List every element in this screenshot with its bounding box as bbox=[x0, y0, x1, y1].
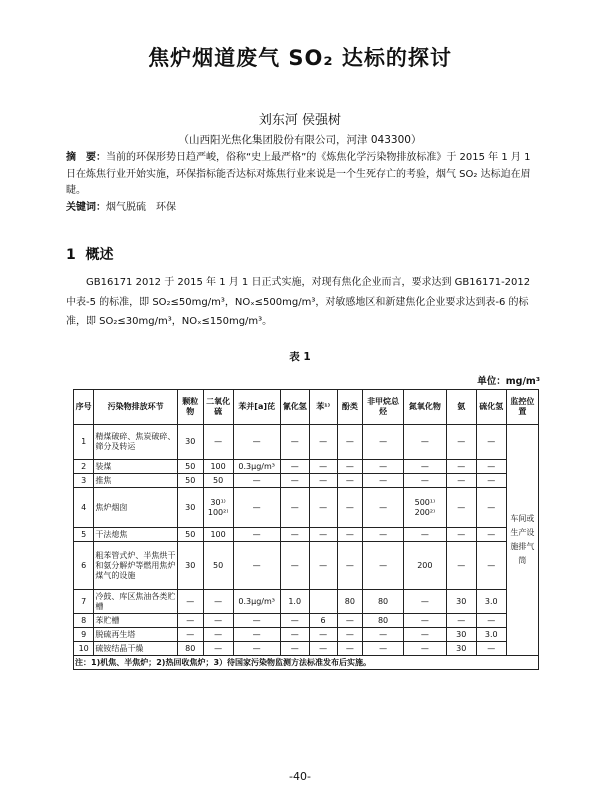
table-cell: — bbox=[337, 460, 363, 474]
table-note: 注：1)机焦、半焦炉；2)热回收焦炉；3）待国家污染物监测方法标准发布后实施。 bbox=[74, 656, 539, 670]
table-cell: 30 bbox=[177, 425, 203, 460]
table-cell: — bbox=[403, 528, 446, 542]
table-row bbox=[74, 542, 539, 590]
table-cell: — bbox=[280, 460, 309, 474]
table-cell: 50 bbox=[177, 460, 203, 474]
table-cell: — bbox=[403, 590, 446, 614]
table-cell: — bbox=[203, 614, 233, 628]
table-cell: 冷鼓、库区焦油各类贮槽 bbox=[94, 590, 178, 614]
table-cell: — bbox=[403, 474, 446, 488]
table-header-cell: 二氧化硫 bbox=[203, 390, 233, 425]
monitor-location-cell: 车间或生产设施排气筒 bbox=[506, 425, 538, 656]
table-cell: 焦炉烟囱 bbox=[94, 488, 178, 528]
table-cell: 5 bbox=[74, 528, 94, 542]
table-cell: — bbox=[363, 425, 404, 460]
abstract-block bbox=[66, 150, 536, 216]
table-header-cell: 氰化氢 bbox=[280, 390, 309, 425]
section-title: 概述 bbox=[85, 247, 114, 263]
table-note-row bbox=[74, 656, 539, 670]
table-cell: 30 bbox=[177, 542, 203, 590]
table-cell: — bbox=[446, 474, 476, 488]
table-cell: — bbox=[337, 542, 363, 590]
table-cell: — bbox=[403, 425, 446, 460]
table-cell: 6 bbox=[309, 614, 337, 628]
table-cell: 9 bbox=[74, 628, 94, 642]
table-cell: — bbox=[337, 474, 363, 488]
table-cell: — bbox=[177, 628, 203, 642]
table-cell: 80 bbox=[337, 590, 363, 614]
table-cell: — bbox=[309, 425, 337, 460]
table-cell: — bbox=[233, 614, 280, 628]
table-caption: 表 1 bbox=[289, 351, 311, 363]
table-cell: 8 bbox=[74, 614, 94, 628]
table-cell: 装煤 bbox=[94, 460, 178, 474]
table-cell: 50 bbox=[203, 542, 233, 590]
table-cell: — bbox=[363, 642, 404, 656]
table-cell: — bbox=[203, 425, 233, 460]
abstract bbox=[66, 150, 536, 200]
table-cell: 80 bbox=[363, 614, 404, 628]
table-cell: — bbox=[476, 528, 506, 542]
authors: 刘东河 侯强树 bbox=[258, 113, 342, 128]
table-cell: 30¹⁾ 100²⁾ bbox=[203, 488, 233, 528]
table-cell: 脱硫再生塔 bbox=[94, 628, 178, 642]
page-number: -40- bbox=[289, 770, 311, 783]
table-row bbox=[74, 614, 539, 628]
table-cell: — bbox=[309, 642, 337, 656]
table-cell: — bbox=[476, 460, 506, 474]
table-cell: — bbox=[476, 614, 506, 628]
table-cell: — bbox=[476, 488, 506, 528]
section-number: 1 bbox=[66, 247, 76, 263]
table-row bbox=[74, 528, 539, 542]
table-cell: — bbox=[363, 488, 404, 528]
table-cell: — bbox=[363, 528, 404, 542]
table-cell: 80 bbox=[363, 590, 404, 614]
table-cell: — bbox=[403, 614, 446, 628]
table-cell: — bbox=[363, 628, 404, 642]
abstract-text: 当前的环保形势日趋严峻，俗称“史上最严格”的《炼焦化学污染物排放标准》于 2015 年 1 月 1 日在炼焦行业开始实施，环保指标能否达标对炼焦行业来说是一个生死存亡的考验，烟气 SO₂ 达标迫在眉睫。 bbox=[66, 152, 531, 196]
table-row bbox=[74, 474, 539, 488]
table-cell: 硫铵结晶干燥 bbox=[94, 642, 178, 656]
table-cell: 30 bbox=[446, 628, 476, 642]
table-cell bbox=[309, 590, 337, 614]
table-cell: 30 bbox=[446, 642, 476, 656]
table-cell: 3.0 bbox=[476, 628, 506, 642]
table-cell: — bbox=[403, 642, 446, 656]
table-cell: — bbox=[363, 474, 404, 488]
table-header-cell: 监控位置 bbox=[506, 390, 538, 425]
table-cell: 2 bbox=[74, 460, 94, 474]
table-cell: — bbox=[337, 528, 363, 542]
table-header-cell: 颗粒物 bbox=[177, 390, 203, 425]
table-header-row bbox=[74, 390, 539, 425]
table-row bbox=[74, 628, 539, 642]
paper-title: 焦炉烟道废气 SO₂ 达标的探讨 bbox=[148, 46, 452, 70]
table-header-cell: 酚类 bbox=[337, 390, 363, 425]
table-cell: — bbox=[476, 425, 506, 460]
table-cell: — bbox=[233, 474, 280, 488]
keywords-text: 烟气脱硫 环保 bbox=[106, 201, 176, 213]
table-cell: — bbox=[309, 542, 337, 590]
table-cell: — bbox=[233, 642, 280, 656]
table-row bbox=[74, 425, 539, 460]
table-cell: — bbox=[403, 460, 446, 474]
table-header-cell: 苯并[a]芘 bbox=[233, 390, 280, 425]
table-cell: 6 bbox=[74, 542, 94, 590]
table-cell: — bbox=[446, 542, 476, 590]
table-cell: — bbox=[280, 488, 309, 528]
table-cell: — bbox=[446, 528, 476, 542]
table-cell: — bbox=[309, 628, 337, 642]
table-cell: — bbox=[280, 642, 309, 656]
table-cell: 7 bbox=[74, 590, 94, 614]
affiliation: （山西阳光焦化集团股份有限公司，河津 043300） bbox=[178, 134, 422, 146]
table-cell: — bbox=[363, 460, 404, 474]
table-cell: — bbox=[446, 614, 476, 628]
abstract-label: 摘 要： bbox=[66, 152, 106, 163]
emission-standards-table bbox=[73, 389, 539, 670]
table-cell: — bbox=[446, 425, 476, 460]
table-cell: 30 bbox=[446, 590, 476, 614]
table-cell: 4 bbox=[74, 488, 94, 528]
table-cell: — bbox=[309, 460, 337, 474]
table-cell: 干法熄焦 bbox=[94, 528, 178, 542]
table-cell: 200 bbox=[403, 542, 446, 590]
table-cell: 30 bbox=[177, 488, 203, 528]
table-cell: — bbox=[337, 488, 363, 528]
table-cell: — bbox=[280, 542, 309, 590]
table-cell: — bbox=[476, 474, 506, 488]
table-cell: — bbox=[337, 642, 363, 656]
table-cell: 3.0 bbox=[476, 590, 506, 614]
keywords bbox=[66, 200, 536, 217]
table-cell: — bbox=[446, 488, 476, 528]
table-cell: — bbox=[233, 425, 280, 460]
table-row bbox=[74, 642, 539, 656]
table-header-cell: 氮氧化物 bbox=[403, 390, 446, 425]
table-cell: — bbox=[446, 460, 476, 474]
table-header-cell: 污染物排放环节 bbox=[94, 390, 178, 425]
table-cell: — bbox=[337, 614, 363, 628]
section-heading bbox=[66, 244, 114, 264]
table-cell: — bbox=[280, 474, 309, 488]
table-cell: 80 bbox=[177, 642, 203, 656]
table-cell: 1.0 bbox=[280, 590, 309, 614]
table-cell: 100 bbox=[203, 460, 233, 474]
table-cell: 精煤破碎、焦炭破碎、筛分及转运 bbox=[94, 425, 178, 460]
keywords-label: 关键词： bbox=[66, 201, 106, 213]
table-cell: 100 bbox=[203, 528, 233, 542]
table-cell: — bbox=[203, 590, 233, 614]
table-unit: 单位：mg/m³ bbox=[477, 376, 540, 387]
table-cell: — bbox=[233, 542, 280, 590]
table-cell: — bbox=[203, 642, 233, 656]
table-header-cell: 氨 bbox=[446, 390, 476, 425]
table-cell: — bbox=[476, 642, 506, 656]
table-cell: 1 bbox=[74, 425, 94, 460]
table-header-cell: 硫化氢 bbox=[476, 390, 506, 425]
table-cell: — bbox=[233, 628, 280, 642]
table-header-cell: 苯¹⁾ bbox=[309, 390, 337, 425]
table-header-cell: 序号 bbox=[74, 390, 94, 425]
table-cell: 推焦 bbox=[94, 474, 178, 488]
table-cell: — bbox=[177, 614, 203, 628]
table-cell: 50 bbox=[203, 474, 233, 488]
table-cell: 10 bbox=[74, 642, 94, 656]
table-cell: — bbox=[280, 528, 309, 542]
table-row bbox=[74, 488, 539, 528]
table-cell: 3 bbox=[74, 474, 94, 488]
table-cell: 0.3μg/m³ bbox=[233, 590, 280, 614]
table-cell: — bbox=[233, 528, 280, 542]
table-row bbox=[74, 460, 539, 474]
table-cell: — bbox=[363, 542, 404, 590]
table-cell: 苯贮槽 bbox=[94, 614, 178, 628]
table-cell: — bbox=[309, 528, 337, 542]
section-text: GB16171 2012 于 2015 年 1 月 1 日正式实施，对现有焦化企业而言，要求达到 GB16171-2012 中表-5 的标准，即 SO₂≤50mg/m³，NOₓ≤500mg/m³，对敏感地区和新建焦化企业要求达到表-6 的标准，即 SO₂≤30mg/m³，NOₓ≤150mg/m³。 bbox=[66, 277, 531, 327]
table-cell: — bbox=[233, 488, 280, 528]
table-cell: — bbox=[177, 590, 203, 614]
table-cell: — bbox=[337, 425, 363, 460]
table-cell: 500¹⁾ 200²⁾ bbox=[403, 488, 446, 528]
table-cell: 50 bbox=[177, 528, 203, 542]
table-cell: 0.3μg/m³ bbox=[233, 460, 280, 474]
table-cell: — bbox=[309, 474, 337, 488]
table-cell: 粗苯管式炉、半焦烘干和氨分解炉等燃用焦炉煤气的设施 bbox=[94, 542, 178, 590]
table-cell: — bbox=[280, 628, 309, 642]
table-cell: — bbox=[203, 628, 233, 642]
table-cell: — bbox=[309, 488, 337, 528]
table-cell: — bbox=[337, 628, 363, 642]
table-cell: — bbox=[280, 614, 309, 628]
table-cell: — bbox=[403, 628, 446, 642]
table-cell: — bbox=[476, 542, 506, 590]
table-row bbox=[74, 590, 539, 614]
table-header-cell: 非甲烷总烃 bbox=[363, 390, 404, 425]
table-cell: 50 bbox=[177, 474, 203, 488]
table-cell: — bbox=[280, 425, 309, 460]
